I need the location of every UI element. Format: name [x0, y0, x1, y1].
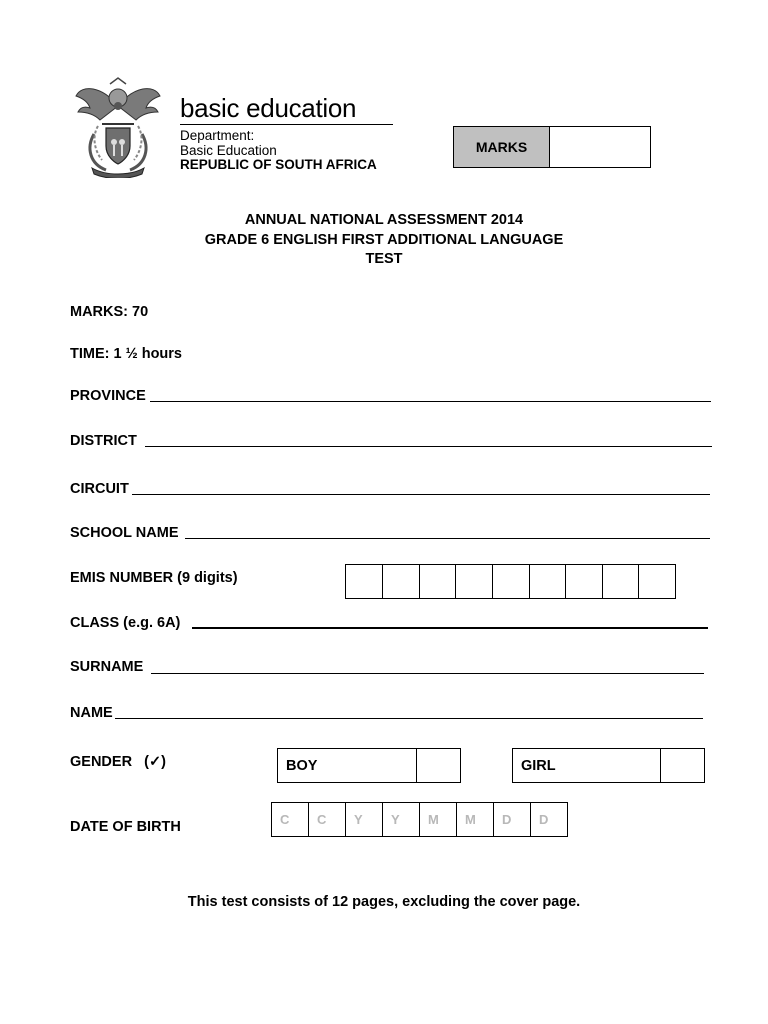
surname-field[interactable]	[151, 673, 704, 674]
emis-digit-cell[interactable]	[456, 564, 493, 599]
dob-day-cell[interactable]: D	[494, 802, 531, 837]
emis-number-label: EMIS NUMBER (9 digits)	[70, 570, 238, 586]
gender-girl-option	[512, 748, 705, 783]
heading-line-3: TEST	[365, 251, 403, 267]
time-allowed: TIME: 1 ½ hours	[70, 346, 182, 362]
emis-digit-cell[interactable]	[639, 564, 676, 599]
date-of-birth-label: DATE OF BIRTH	[70, 819, 181, 835]
emis-number-grid	[345, 564, 676, 599]
name-label: NAME	[70, 705, 113, 721]
dob-century-cell[interactable]: C	[309, 802, 346, 837]
school-name-label: SCHOOL NAME	[70, 525, 179, 541]
class-field[interactable]	[192, 627, 708, 629]
brand-basic-education: Basic Education	[180, 143, 277, 158]
school-name-field[interactable]	[185, 538, 710, 539]
emis-digit-cell[interactable]	[346, 564, 383, 599]
gender-girl-label: GIRL	[513, 749, 661, 782]
dob-month-cell[interactable]: M	[457, 802, 494, 837]
coat-of-arms-logo	[72, 76, 164, 178]
brand-title: basic education	[180, 93, 357, 123]
province-label: PROVINCE	[70, 388, 146, 404]
circuit-label: CIRCUIT	[70, 481, 129, 497]
gender-boy-option	[277, 748, 461, 783]
dob-day-cell[interactable]: D	[531, 802, 568, 837]
total-marks: MARKS: 70	[70, 304, 149, 320]
emis-digit-cell[interactable]	[420, 564, 456, 599]
dob-month-cell[interactable]: M	[420, 802, 457, 837]
class-label: CLASS (e.g. 6A)	[70, 615, 181, 631]
page-count-note: This test consists of 12 pages, excluding the cover page.	[187, 894, 581, 910]
heading-line-1: ANNUAL NATIONAL ASSESSMENT 2014	[244, 212, 524, 228]
district-field[interactable]	[145, 446, 712, 447]
marks-box-value[interactable]	[550, 127, 650, 167]
surname-label: SURNAME	[70, 659, 144, 675]
emis-digit-cell[interactable]	[383, 564, 420, 599]
brand-country: REPUBLIC OF SOUTH AFRICA	[180, 157, 377, 172]
gender-girl-checkbox[interactable]	[661, 749, 704, 782]
emis-digit-cell[interactable]	[603, 564, 639, 599]
emis-digit-cell[interactable]	[566, 564, 603, 599]
circuit-field[interactable]	[132, 494, 710, 495]
dob-century-cell[interactable]: C	[272, 802, 309, 837]
name-field[interactable]	[115, 718, 703, 719]
province-field[interactable]	[150, 401, 711, 402]
dob-year-cell[interactable]: Y	[346, 802, 383, 837]
gender-boy-checkbox[interactable]	[417, 749, 460, 782]
gender-boy-label: BOY	[278, 749, 417, 782]
emis-digit-cell[interactable]	[530, 564, 566, 599]
gender-label: GENDER (✓)	[70, 754, 166, 770]
marks-box	[453, 126, 651, 168]
marks-box-label: MARKS	[454, 127, 550, 167]
brand-department: Department:	[180, 128, 255, 143]
date-of-birth-grid	[271, 802, 568, 837]
district-label: DISTRICT	[70, 433, 137, 449]
dob-year-cell[interactable]: Y	[383, 802, 420, 837]
brand-divider	[180, 124, 393, 125]
heading-line-2: GRADE 6 ENGLISH FIRST ADDITIONAL LANGUAGE	[204, 232, 564, 248]
emis-digit-cell[interactable]	[493, 564, 530, 599]
